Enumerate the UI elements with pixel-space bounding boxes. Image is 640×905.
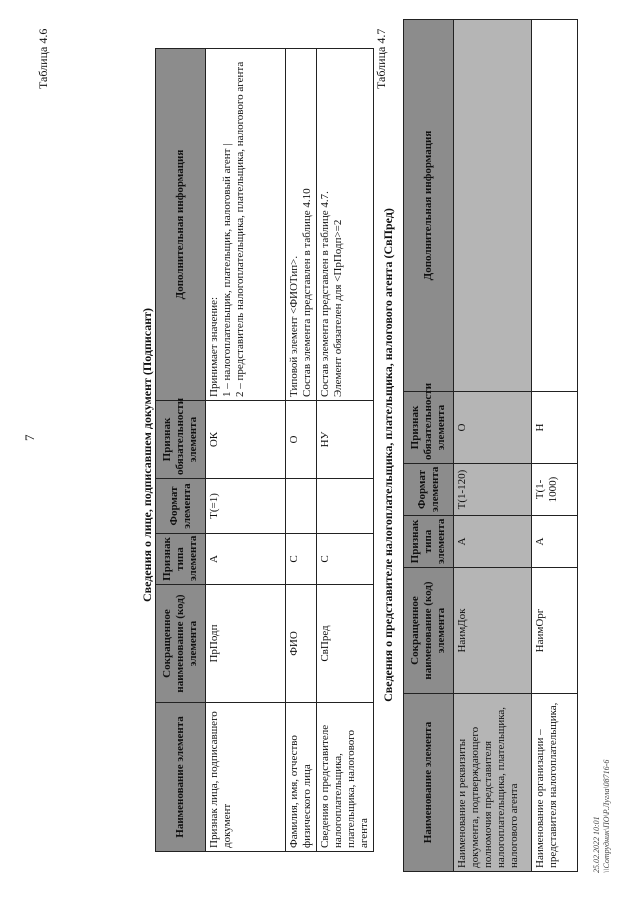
header-cell: Формат элемента xyxy=(404,464,454,516)
element-format-cell: T(1-1000) xyxy=(532,464,578,516)
element-name-cell: Наименование и реквизиты документа, подтверждающего полномочия представителя налогоплательщика, плательщика, налогового агента xyxy=(454,694,532,872)
header-cell: Признак типа элемента xyxy=(404,516,454,568)
table-4-6 xyxy=(155,48,374,852)
element-name-cell: Признак лица, подписавшего документ xyxy=(206,703,286,852)
table-4-7-label: Таблица 4.7 xyxy=(374,28,388,89)
table-row xyxy=(286,49,317,852)
scan-stamp-date: 25.02.2022 10:01 xyxy=(592,816,601,873)
element-name-cell: Фамилия, имя, отчество физического лица xyxy=(286,703,317,852)
element-required-cell: О xyxy=(454,392,532,464)
table-row xyxy=(532,20,578,872)
additional-info-cell xyxy=(286,49,317,401)
element-code-cell: НаимОрг xyxy=(532,568,578,694)
element-type-cell: А xyxy=(454,516,532,568)
table-4-7 xyxy=(403,19,578,872)
header-cell: Наименование элемента xyxy=(156,703,206,852)
element-required-cell: Н xyxy=(532,392,578,464)
header-cell: Признак обязательности элемента xyxy=(404,392,454,464)
page-number: 7 xyxy=(22,434,37,441)
info-line: 1 – налогоплательщик, плательщик, налоговый агент | xyxy=(221,143,233,397)
info-line: Элемент обязателен для <ПрПодп>=2 xyxy=(332,219,344,397)
element-type-cell: А xyxy=(206,534,286,585)
info-line: Принимает значение: xyxy=(208,296,220,397)
table-row xyxy=(454,20,532,872)
header-cell: Сокращенное наименование (код) элемента xyxy=(404,568,454,694)
header-cell: Наименование элемента xyxy=(404,694,454,872)
scan-stamp-path: \\Сотрудник\ПО\Р.Лугла\08716-6 xyxy=(602,759,611,873)
table-row xyxy=(317,49,374,852)
table-4-6-label: Таблица 4.6 xyxy=(36,28,50,89)
element-required-cell: ОК xyxy=(206,401,286,479)
header-cell: Сокращенное наименование (код) элемента xyxy=(156,585,206,703)
header-cell: Формат элемента xyxy=(156,479,206,534)
table-4-6-header-row xyxy=(156,49,206,852)
element-format-cell: T(=1) xyxy=(206,479,286,534)
info-line: Типовой элемент <ФИОТип>. xyxy=(288,255,300,397)
additional-info-cell xyxy=(206,49,286,401)
table-row xyxy=(206,49,286,852)
element-format-cell xyxy=(286,479,317,534)
info-line: 2 – представитель налогоплательщика, плательщика, налогового агента xyxy=(234,61,246,397)
additional-info-cell xyxy=(317,49,374,401)
element-required-cell: О xyxy=(286,401,317,479)
element-name-cell: Наименование организации – представителя налогоплательщика, xyxy=(532,694,578,872)
element-name-cell: Сведения о представителе налогоплательщика, плательщика, налогового агента xyxy=(317,703,374,852)
table-4-6-caption: Сведения о лице, подписавшем документ (Подписант) xyxy=(140,307,154,603)
element-type-cell: С xyxy=(286,534,317,585)
header-cell: Дополнительная информация xyxy=(404,20,454,392)
element-code-cell: ПрПодп xyxy=(206,585,286,703)
table-4-7-caption: Сведения о представителе налогоплательщика, плательщика, налогового агента (СвПред) xyxy=(381,208,395,702)
header-cell: Признак обязательности элемента xyxy=(156,401,206,479)
element-type-cell: А xyxy=(532,516,578,568)
info-line: Состав элемента представлен в таблице 4.10 xyxy=(301,188,313,397)
element-format-cell xyxy=(317,479,374,534)
table-4-7-header-row xyxy=(404,20,454,872)
element-code-cell: НаимДок xyxy=(454,568,532,694)
element-code-cell: СвПред xyxy=(317,585,374,703)
element-type-cell: С xyxy=(317,534,374,585)
header-cell: Дополнительная информация xyxy=(156,49,206,401)
additional-info-cell xyxy=(532,20,578,392)
element-required-cell: НУ xyxy=(317,401,374,479)
element-format-cell: T(1-120) xyxy=(454,464,532,516)
element-code-cell: ФИО xyxy=(286,585,317,703)
header-cell: Признак типа элемента xyxy=(156,534,206,585)
info-line: Состав элемента представлен в таблице 4.7. xyxy=(319,191,331,397)
scan-stamp xyxy=(592,760,612,873)
additional-info-cell xyxy=(454,20,532,392)
